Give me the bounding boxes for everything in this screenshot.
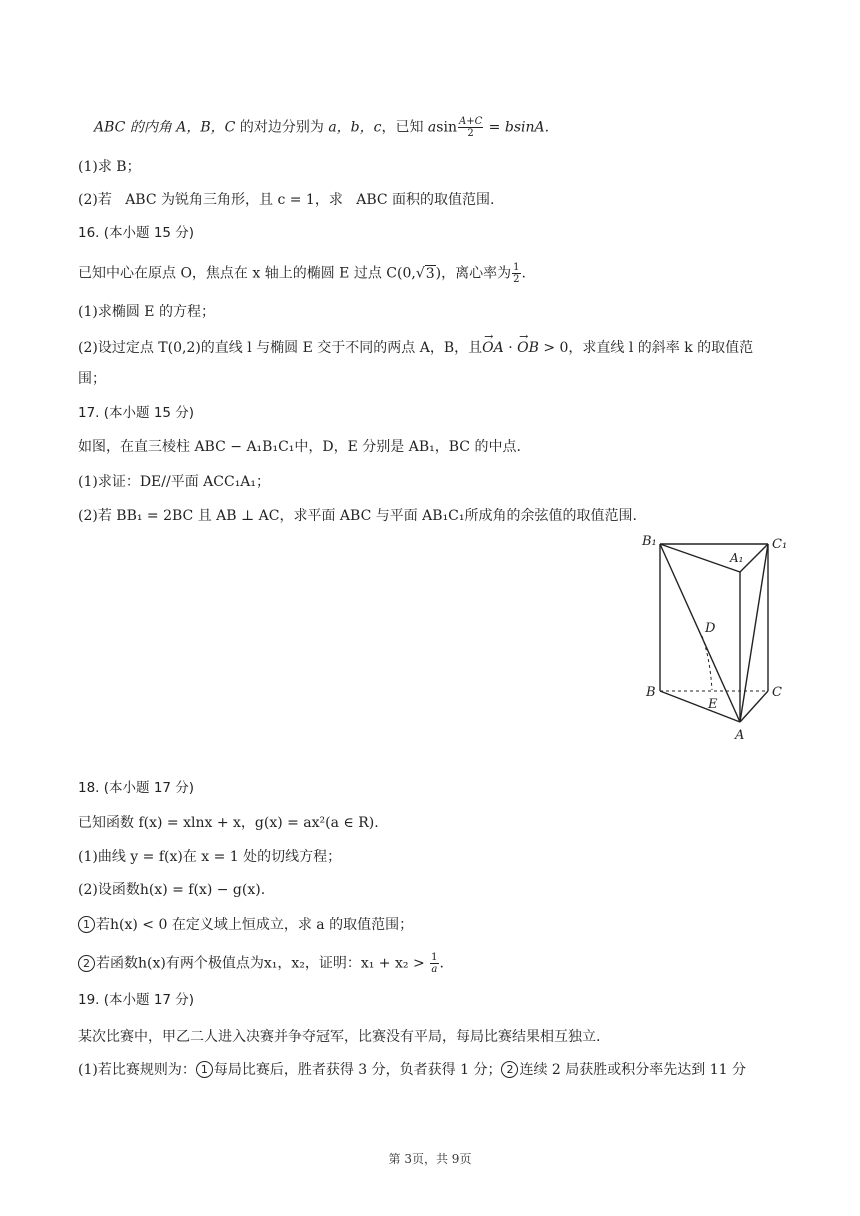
q16-part2: [78, 338, 753, 358]
q15-frac-num: A+C: [458, 116, 483, 127]
prism-figure: [636, 528, 796, 746]
q19-part1-c: 连续 2 局获胜或积分率先达到 11 分: [519, 1062, 746, 1078]
q18-sub2-circle-mark: 2: [78, 955, 95, 972]
label-a: A: [735, 728, 745, 743]
q19-part1-b: 每局比赛后，胜者获得 3 分，负者获得 1 分；: [213, 1062, 502, 1078]
q15-intro-c: ，已知: [381, 119, 428, 136]
q18-frac-num: 1: [431, 952, 438, 963]
q15-part2: [78, 190, 494, 210]
q18-sub1-text: 若h(x) < 0 在定义域上恒成立，求 a 的取值范围；: [96, 917, 414, 933]
label-a1: A₁: [730, 551, 744, 565]
q16-part2-b: > 0，求直线 l 的斜率 k 的取值范: [538, 340, 754, 356]
label-c1: C₁: [772, 537, 788, 552]
label-d: D: [705, 621, 716, 636]
q16-frac-den: 2: [513, 274, 520, 285]
q18-part2: (2)设函数h(x) = f(x) − g(x).: [78, 882, 266, 898]
q15-frac-den: 2: [467, 128, 474, 139]
q19-part1-a: (1)若比赛规则为：: [78, 1062, 196, 1078]
q19-stem: 某次比赛中，甲乙二人进入决赛并争夺冠军，比赛没有平局，每局比赛结果相互独立.: [78, 1029, 601, 1045]
q19-circle-mark-1: 1: [196, 1061, 213, 1078]
q15-part1: (1)求 B；: [78, 159, 141, 175]
q16-dot: ·: [503, 340, 518, 356]
q18-frac-den: a: [431, 964, 438, 975]
q17-part2: (2)若 BB₁ = 2BC 且 AB ⊥ AC，求平面 ABC 与平面 AB₁C₁所成角的余弦值的取值范围.: [78, 508, 637, 524]
label-e: E: [708, 697, 718, 712]
q16-stem-c: .: [521, 265, 526, 282]
q16-sqrt-sign: √: [415, 265, 425, 282]
q16-part2-wrap: 围；: [78, 371, 106, 387]
q15-intro-vars: A，B，C: [176, 119, 236, 136]
q18-sub2: [78, 952, 444, 975]
q17-stem: 如图，在直三棱柱 ABC − A₁B₁C₁中，D，E 分别是 AB₁，BC 的中点.: [78, 439, 521, 455]
q17-part1: (1)求证：DE//平面 ACC₁A₁；: [78, 474, 271, 490]
label-b: B: [646, 685, 656, 700]
q15-formula-pre: a: [427, 119, 437, 136]
q18-part1: (1)曲线 y = f(x)在 x = 1 处的切线方程；: [78, 849, 342, 865]
q15-intro-b: 的对边分别为: [235, 119, 329, 136]
segment-d-e-hidden: [702, 636, 712, 690]
q15-formula-sin: sin: [436, 119, 457, 136]
q15-intro-sides: a，b，c: [328, 119, 382, 136]
q18-sub1-circle-mark: 1: [78, 916, 95, 933]
q16-fraction: [512, 262, 520, 285]
q17-header: 17. (本小题 15 分): [78, 405, 195, 421]
page-footer: 第 3页，共 9页: [388, 1152, 472, 1166]
q15-part2-b: ABC 为锐角三角形，且 c = 1，求: [125, 192, 348, 208]
q15-intro-a: ABC 的内角: [94, 119, 177, 136]
q15-part2-c: ABC 面积的取值范围.: [356, 192, 495, 208]
q15-formula-post: = bsinA.: [484, 119, 550, 136]
q16-stem: [78, 262, 526, 285]
q18-sub1: [78, 915, 413, 935]
q19-part1: [78, 1060, 746, 1080]
edge-b1-a1: [660, 544, 740, 572]
q18-fraction: [430, 952, 438, 975]
q18-sub2-text-a: 若函数h(x)有两个极值点为x₁，x₂，证明：x₁ + x₂ >: [96, 955, 430, 972]
q19-circle-mark-2: 2: [501, 1061, 518, 1078]
label-c: C: [772, 685, 782, 700]
q16-frac-num: 1: [513, 262, 520, 273]
q16-sqrt-value: 3: [425, 265, 435, 282]
q16-part1: (1)求椭圆 E 的方程；: [78, 304, 215, 320]
q15-part2-a: (2)若: [78, 192, 117, 208]
q16-vector-ob: → OB: [517, 338, 539, 358]
q18-header: 18. (本小题 17 分): [78, 780, 195, 796]
q15-fraction: [458, 116, 483, 139]
q18-stem: 已知函数 f(x) = xlnx + x，g(x) = ax²(a ∈ R).: [78, 815, 379, 831]
q16-stem-b: )，离心率为: [435, 265, 512, 282]
q19-header: 19. (本小题 17 分): [78, 992, 195, 1008]
q18-sub2-text-b: .: [439, 955, 444, 972]
q16-vector-oa: → OA: [482, 338, 504, 358]
q16-header: 16. (本小题 15 分): [78, 225, 195, 241]
q16-stem-a: 已知中心在原点 O，焦点在 x 轴上的椭圆 E 过点 C(0,: [78, 265, 416, 282]
q15-intro: [94, 116, 549, 139]
label-b1: B₁: [642, 534, 657, 549]
q16-part2-a: (2)设过定点 T(0,2)的直线 l 与椭圆 E 交于不同的两点 A，B，且: [78, 340, 483, 356]
